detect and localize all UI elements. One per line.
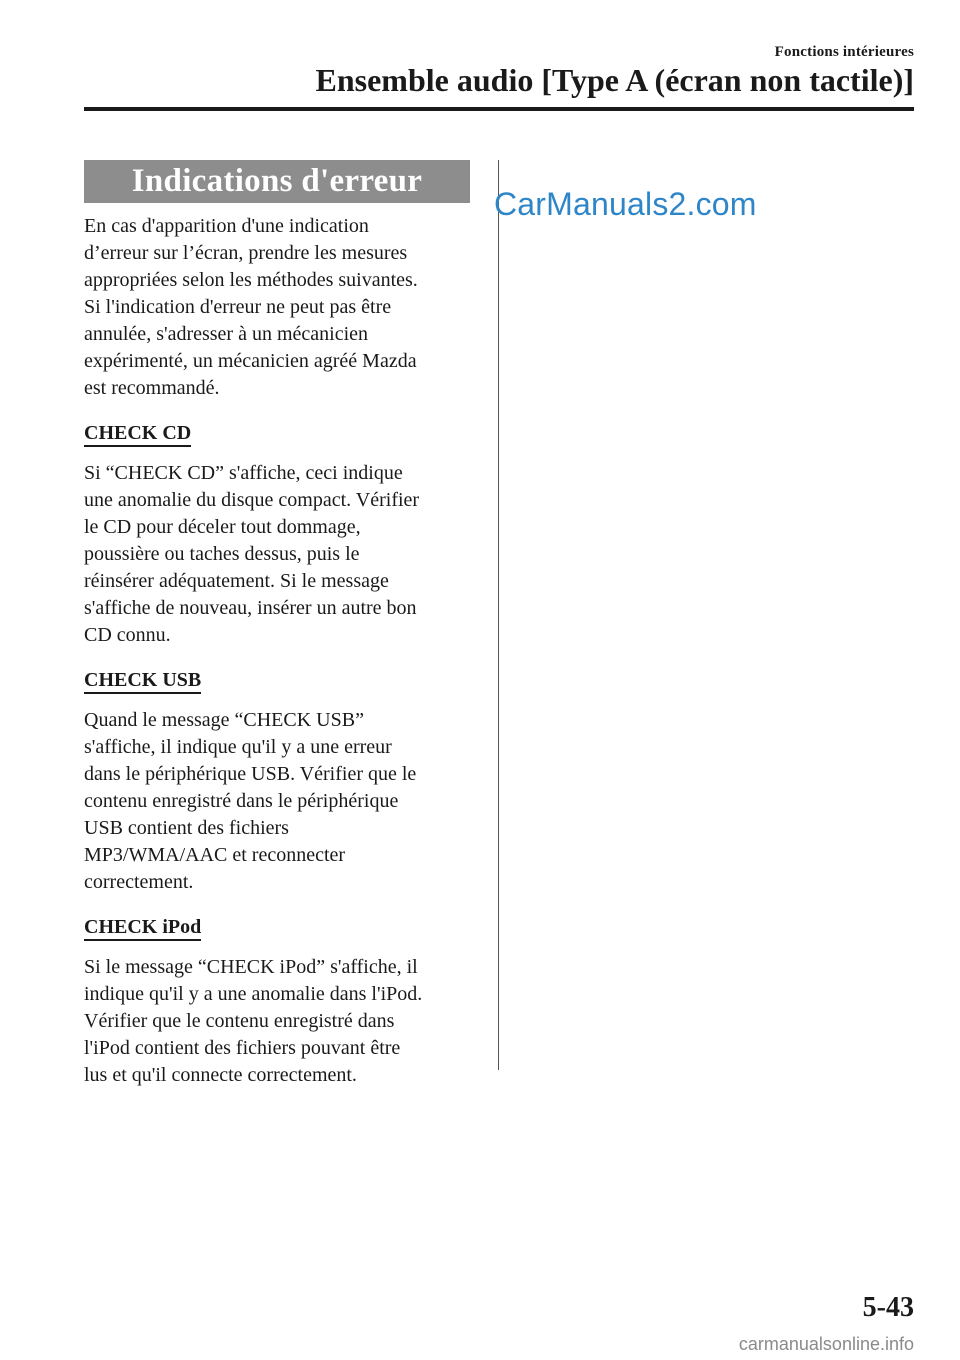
column-divider	[498, 160, 499, 1070]
subheading-check-cd	[84, 420, 470, 446]
text-line: d’erreur sur l’écran, prendre les mesures	[84, 242, 408, 264]
text-line: En cas d'apparition d'une indication	[84, 215, 369, 237]
text-line: USB contient des fichiers	[84, 817, 289, 839]
text-line: est recommandé.	[84, 377, 220, 399]
text-line: Vérifier que le contenu enregistré dans	[84, 1010, 395, 1032]
check-usb-paragraph	[84, 707, 470, 896]
check-ipod-paragraph	[84, 954, 470, 1089]
intro-paragraph	[84, 213, 470, 402]
text-line: Si “CHECK CD” s'affiche, ceci indique	[84, 462, 403, 484]
section-title-banner: Indications d'erreur	[84, 160, 470, 203]
subheading-check-usb	[84, 667, 470, 693]
text-line: MP3/WMA/AAC et reconnecter	[84, 844, 346, 866]
text-line: dans le périphérique USB. Vérifier que le	[84, 763, 417, 785]
text-line: appropriées selon les méthodes suivantes.	[84, 269, 418, 291]
text-line: Quand le message “CHECK USB”	[84, 709, 364, 731]
subheading-text: CHECK USB	[84, 669, 201, 694]
text-line: expérimenté, un mécanicien agréé Mazda	[84, 350, 417, 372]
watermark-logo: CarManuals2.com	[494, 186, 757, 222]
text-line: contenu enregistré dans le périphérique	[84, 790, 399, 812]
page-title: Ensemble audio [Type A (écran non tactile)]	[315, 62, 914, 98]
text-line: le CD pour déceler tout dommage,	[84, 516, 361, 538]
text-line: poussière ou taches dessus, puis le	[84, 543, 360, 565]
subheading-text: CHECK CD	[84, 422, 191, 447]
watermark-footer: carmanualsonline.info	[738, 1334, 914, 1354]
text-line: indique qu'il y a une anomalie dans l'iPod.	[84, 983, 423, 1005]
header-divider	[84, 107, 914, 111]
text-line: s'affiche de nouveau, insérer un autre bon	[84, 597, 417, 619]
left-column	[84, 160, 470, 1089]
text-line: s'affiche, il indique qu'il y a une erreur	[84, 736, 392, 758]
text-line: l'iPod contient des fichiers pouvant être	[84, 1037, 401, 1059]
text-line: annulée, s'adresser à un mécanicien	[84, 323, 369, 345]
subheading-text: CHECK iPod	[84, 916, 201, 941]
text-line: Si l'indication d'erreur ne peut pas être	[84, 296, 392, 318]
text-line: une anomalie du disque compact. Vérifier	[84, 489, 420, 511]
subheading-check-ipod	[84, 914, 470, 940]
check-cd-paragraph	[84, 460, 470, 649]
text-line: lus et qu'il connecte correctement.	[84, 1064, 357, 1086]
text-line: réinsérer adéquatement. Si le message	[84, 570, 389, 592]
text-line: CD connu.	[84, 624, 171, 646]
chapter-label: Fonctions intérieures	[774, 44, 914, 60]
page-number: 5-43	[862, 1292, 914, 1323]
text-line: Si le message “CHECK iPod” s'affiche, il	[84, 956, 418, 978]
text-line: correctement.	[84, 871, 194, 893]
